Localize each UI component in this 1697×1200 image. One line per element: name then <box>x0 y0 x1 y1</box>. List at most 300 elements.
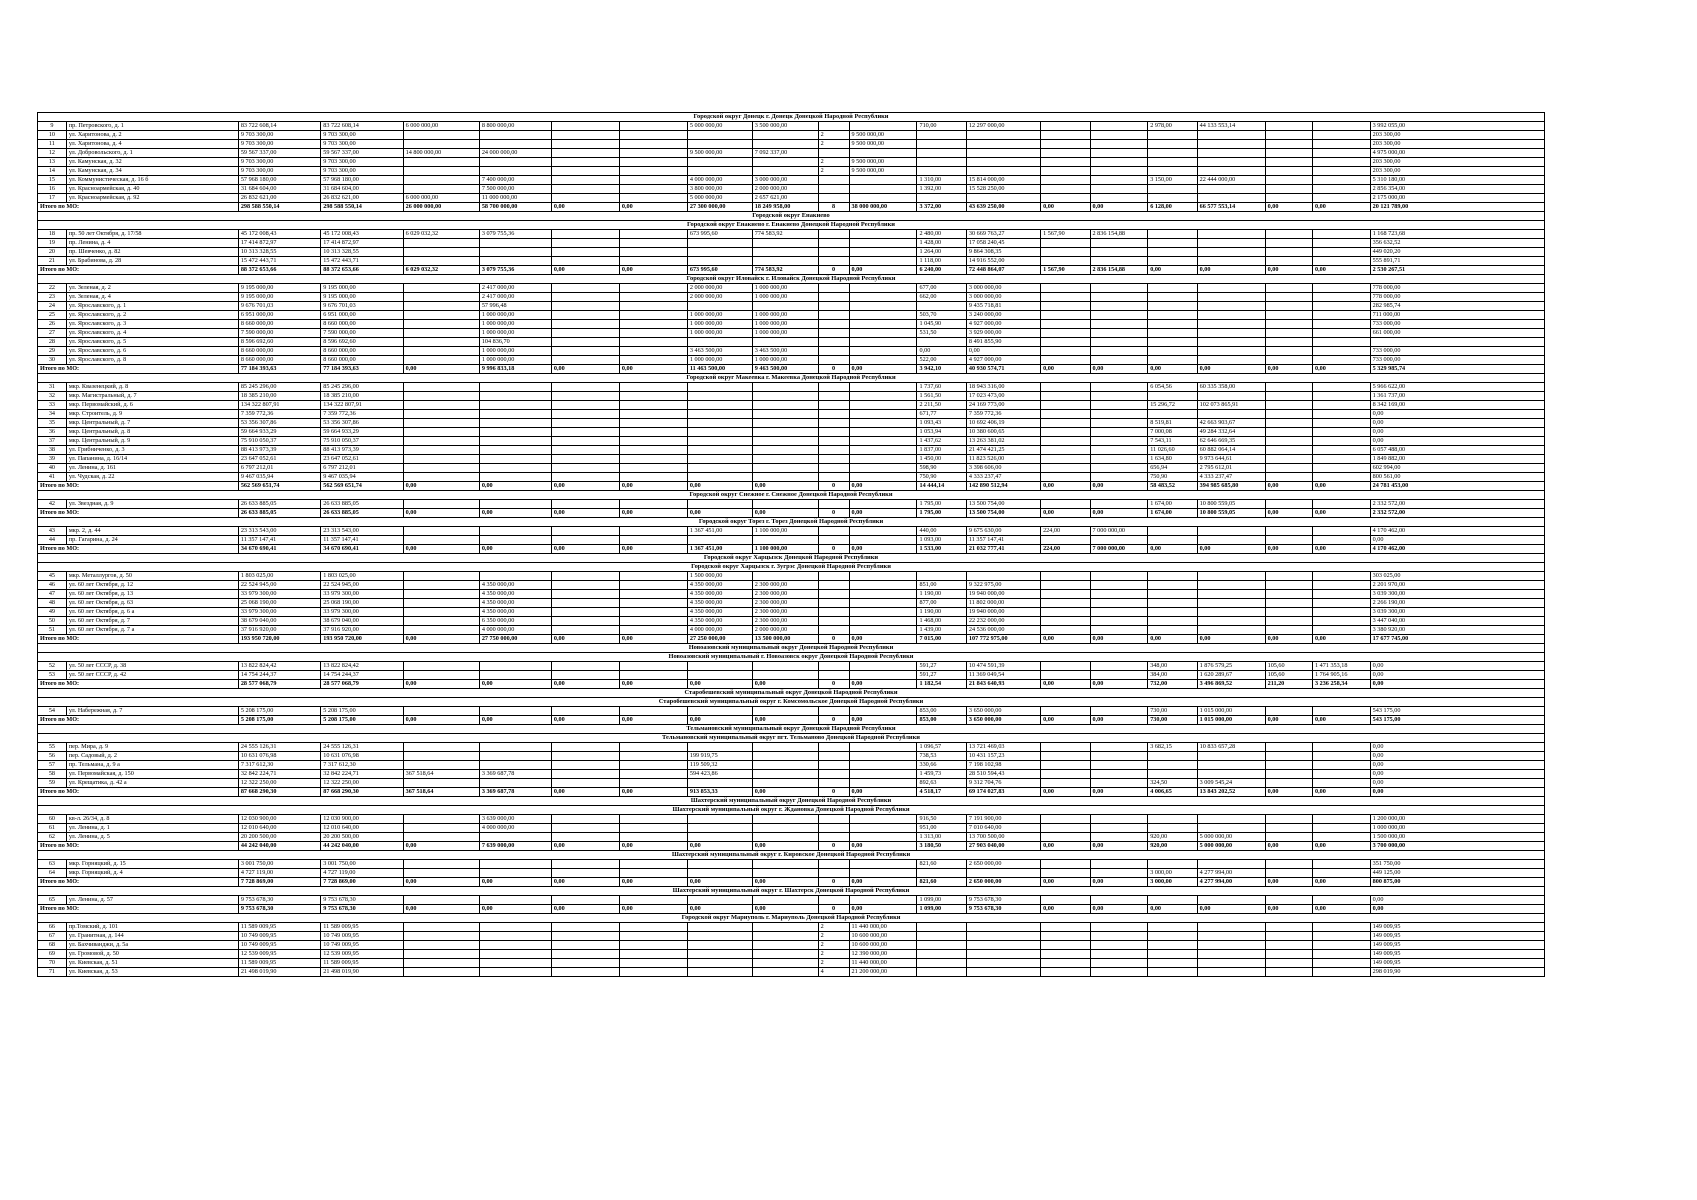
value-cell: 6 951 000,00 <box>321 311 403 320</box>
total-value: 800 875,00 <box>1370 878 1544 887</box>
total-value: 0,00 <box>1312 635 1370 644</box>
value-cell <box>1265 743 1312 752</box>
value-cell <box>551 599 619 608</box>
value-cell <box>1312 752 1370 761</box>
row-number: 64 <box>38 869 67 878</box>
value-cell: 59 567 337,00 <box>321 149 403 158</box>
value-cell: 11 369 049,54 <box>966 671 1040 680</box>
value-cell <box>619 248 687 257</box>
total-value: 0,00 <box>1148 635 1197 644</box>
row-number: 21 <box>38 257 67 266</box>
value-cell <box>849 500 917 509</box>
value-cell <box>1197 149 1265 158</box>
value-cell <box>1090 815 1148 824</box>
value-cell <box>1041 428 1090 437</box>
value-cell: 522,00 <box>917 356 966 365</box>
value-cell <box>479 239 551 248</box>
value-cell: 224,00 <box>1041 527 1090 536</box>
section-header-row <box>38 491 1545 500</box>
value-cell: 730,00 <box>1148 707 1197 716</box>
total-value: 562 569 651,74 <box>238 482 320 491</box>
value-cell <box>849 527 917 536</box>
section-header: Городской округ Иловайск г. Иловайск Донецкой Народной Республики <box>38 275 1545 284</box>
value-cell: 10 692 406,19 <box>966 419 1040 428</box>
value-cell <box>403 347 479 356</box>
total-value: 0,00 <box>1265 365 1312 374</box>
value-cell <box>403 383 479 392</box>
value-cell <box>619 671 687 680</box>
value-cell <box>1041 608 1090 617</box>
value-cell <box>551 419 619 428</box>
value-cell <box>687 869 752 878</box>
value-cell <box>1312 536 1370 545</box>
value-cell: 774 583,92 <box>752 230 818 239</box>
value-cell <box>818 779 849 788</box>
value-cell <box>818 671 849 680</box>
value-cell <box>403 869 479 878</box>
value-cell: 53 356 307,86 <box>321 419 403 428</box>
address-cell: ул. Ярославского, д. 4 <box>66 329 238 338</box>
section-header: Городской округ Торез г. Торез Донецкой Народной Республики <box>38 518 1545 527</box>
table-row <box>38 626 1545 635</box>
value-cell <box>1090 833 1148 842</box>
value-cell <box>1312 455 1370 464</box>
value-cell <box>818 248 849 257</box>
value-cell: 18 943 316,00 <box>966 383 1040 392</box>
value-cell: 24 000 000,00 <box>479 149 551 158</box>
value-cell <box>1090 932 1148 941</box>
address-cell: пер. Мира, д. 9 <box>66 743 238 752</box>
value-cell <box>1312 311 1370 320</box>
value-cell <box>687 455 752 464</box>
table-row <box>38 446 1545 455</box>
total-value: 0,00 <box>849 482 917 491</box>
value-cell: 49 284 332,64 <box>1197 428 1265 437</box>
value-cell: 9 467 035,94 <box>238 473 320 482</box>
value-cell <box>1148 626 1197 635</box>
value-cell <box>1197 581 1265 590</box>
table-row <box>38 140 1545 149</box>
value-cell <box>1090 167 1148 176</box>
value-cell <box>551 743 619 752</box>
value-cell <box>849 338 917 347</box>
value-cell <box>966 158 1040 167</box>
value-cell: 11 357 147,41 <box>238 536 320 545</box>
value-cell <box>551 392 619 401</box>
value-cell <box>687 473 752 482</box>
total-value: 7 728 869,00 <box>238 878 320 887</box>
value-cell: 3 650 000,00 <box>966 707 1040 716</box>
value-cell: 38 679 040,00 <box>321 617 403 626</box>
value-cell <box>818 356 849 365</box>
value-cell <box>1197 284 1265 293</box>
value-cell: 7 590 000,00 <box>238 329 320 338</box>
total-value: 0,00 <box>619 842 687 851</box>
table-row <box>38 167 1545 176</box>
table-row <box>38 464 1545 473</box>
table-row <box>38 572 1545 581</box>
value-cell: 1 099,00 <box>917 896 966 905</box>
value-cell: 1 837,00 <box>917 446 966 455</box>
value-cell <box>1312 131 1370 140</box>
value-cell: 12 010 640,00 <box>321 824 403 833</box>
row-number: 36 <box>38 428 67 437</box>
total-value: 0,00 <box>687 878 752 887</box>
total-value: 394 985 685,80 <box>1197 482 1265 491</box>
total-value: 0,00 <box>752 788 818 797</box>
total-row <box>38 203 1545 212</box>
value-cell <box>1197 302 1265 311</box>
value-cell: 0,00 <box>1370 662 1544 671</box>
value-cell <box>818 608 849 617</box>
value-cell: 6 029 032,32 <box>403 230 479 239</box>
value-cell <box>1041 293 1090 302</box>
value-cell: 5 208 175,00 <box>238 707 320 716</box>
value-cell: 2 000 000,00 <box>752 185 818 194</box>
value-cell <box>687 923 752 932</box>
value-cell <box>1148 185 1197 194</box>
value-cell: 1 500 000,00 <box>687 572 752 581</box>
value-cell: 9 973 644,61 <box>1197 455 1265 464</box>
address-cell: пр. Гагарина, д. 24 <box>66 536 238 545</box>
value-cell <box>479 869 551 878</box>
total-value: 0,00 <box>1041 905 1090 914</box>
value-cell <box>1312 446 1370 455</box>
value-cell <box>818 302 849 311</box>
value-cell: 5 000 000,00 <box>687 194 752 203</box>
address-cell: ул. 60 лет Октября, д. 12 <box>66 581 238 590</box>
value-cell: 531,50 <box>917 329 966 338</box>
value-cell: 4 350 000,00 <box>687 599 752 608</box>
value-cell <box>1148 230 1197 239</box>
value-cell: 7 317 612,30 <box>321 761 403 770</box>
value-cell: 17 414 872,97 <box>321 239 403 248</box>
value-cell <box>752 779 818 788</box>
total-value: 87 668 290,30 <box>238 788 320 797</box>
value-cell: 920,00 <box>1148 833 1197 842</box>
total-value: 0,00 <box>1312 266 1370 275</box>
total-value: 58 700 000,00 <box>479 203 551 212</box>
value-cell <box>551 626 619 635</box>
value-cell: 750,90 <box>1148 473 1197 482</box>
row-number: 11 <box>38 140 67 149</box>
value-cell <box>551 464 619 473</box>
total-value: 0,00 <box>1041 878 1090 887</box>
value-cell: 2 266 190,00 <box>1370 599 1544 608</box>
total-value: 0,00 <box>479 878 551 887</box>
value-cell <box>966 941 1040 950</box>
value-cell: 13 822 824,42 <box>238 662 320 671</box>
address-cell: ул. Папанина, д. 16/14 <box>66 455 238 464</box>
value-cell <box>849 779 917 788</box>
value-cell: 0,00 <box>1370 896 1544 905</box>
value-cell <box>687 419 752 428</box>
total-value: 3 700 000,00 <box>1370 842 1544 851</box>
value-cell <box>1312 410 1370 419</box>
value-cell <box>818 392 849 401</box>
value-cell <box>619 617 687 626</box>
value-cell <box>1041 860 1090 869</box>
value-cell <box>752 572 818 581</box>
value-cell <box>818 383 849 392</box>
value-cell <box>619 158 687 167</box>
value-cell <box>1265 248 1312 257</box>
section-header-row <box>38 734 1545 743</box>
value-cell <box>479 383 551 392</box>
value-cell <box>1148 932 1197 941</box>
value-cell: 9 864 308,35 <box>966 248 1040 257</box>
value-cell <box>403 176 479 185</box>
value-cell: 733 000,00 <box>1370 347 1544 356</box>
total-value: 24 781 453,00 <box>1370 482 1544 491</box>
value-cell <box>818 896 849 905</box>
value-cell: 449 020,20 <box>1370 248 1544 257</box>
value-cell <box>1265 608 1312 617</box>
value-cell <box>619 446 687 455</box>
value-cell: 11 589 009,95 <box>321 959 403 968</box>
address-cell: ул. Громовой, д. 50 <box>66 950 238 959</box>
value-cell: 733 000,00 <box>1370 320 1544 329</box>
value-cell: 104 836,70 <box>479 338 551 347</box>
value-cell: 6 797 212,01 <box>321 464 403 473</box>
value-cell <box>619 257 687 266</box>
value-cell <box>1265 194 1312 203</box>
value-cell <box>752 833 818 842</box>
value-cell <box>1090 455 1148 464</box>
table-row <box>38 932 1545 941</box>
table-row <box>38 356 1545 365</box>
value-cell <box>403 599 479 608</box>
value-cell: 17 414 872,97 <box>238 239 320 248</box>
value-cell <box>479 662 551 671</box>
value-cell <box>1312 770 1370 779</box>
section-header-row <box>38 806 1545 815</box>
value-cell <box>479 527 551 536</box>
value-cell: 11 357 147,41 <box>321 536 403 545</box>
value-cell <box>1265 527 1312 536</box>
total-value: 0 <box>818 266 849 275</box>
value-cell <box>849 176 917 185</box>
value-cell <box>849 311 917 320</box>
value-cell: 1 803 025,00 <box>238 572 320 581</box>
value-cell <box>1265 581 1312 590</box>
total-value: 1 795,00 <box>917 509 966 518</box>
value-cell <box>1312 122 1370 131</box>
value-cell <box>966 194 1040 203</box>
value-cell <box>551 401 619 410</box>
value-cell <box>752 824 818 833</box>
value-cell <box>849 860 917 869</box>
value-cell <box>849 428 917 437</box>
value-cell: 1 000 000,00 <box>752 293 818 302</box>
row-number: 35 <box>38 419 67 428</box>
value-cell <box>1312 392 1370 401</box>
value-cell <box>403 320 479 329</box>
value-cell <box>479 167 551 176</box>
value-cell: 149 009,95 <box>1370 941 1544 950</box>
value-cell <box>403 185 479 194</box>
total-value: 87 668 290,30 <box>321 788 403 797</box>
value-cell <box>1197 968 1265 977</box>
row-number: 57 <box>38 761 67 770</box>
total-value: 0,00 <box>1090 680 1148 689</box>
value-cell <box>818 329 849 338</box>
value-cell: 8 660 000,00 <box>238 347 320 356</box>
address-cell: кв-л. 26/34, д. 8 <box>66 815 238 824</box>
table-row <box>38 860 1545 869</box>
total-value: 27 300 000,00 <box>687 203 752 212</box>
value-cell <box>551 572 619 581</box>
total-value: 0,00 <box>1197 365 1265 374</box>
value-cell <box>1265 122 1312 131</box>
value-cell: 3 001 750,00 <box>321 860 403 869</box>
value-cell <box>687 968 752 977</box>
value-cell <box>1041 536 1090 545</box>
value-cell <box>1041 383 1090 392</box>
value-cell <box>403 959 479 968</box>
value-cell: 9 676 701,03 <box>321 302 403 311</box>
total-value: 58 483,52 <box>1148 482 1197 491</box>
value-cell: 21 498 019,90 <box>321 968 403 977</box>
total-value: 0,00 <box>1370 680 1544 689</box>
total-value: 3 372,00 <box>917 203 966 212</box>
value-cell <box>1090 671 1148 680</box>
value-cell: 9 676 701,03 <box>238 302 320 311</box>
value-cell: 2 650 000,00 <box>966 860 1040 869</box>
value-cell: 7 000 000,00 <box>1090 527 1148 536</box>
value-cell: 57 996,48 <box>479 302 551 311</box>
total-value: 44 242 040,00 <box>321 842 403 851</box>
total-value: 0,00 <box>1090 203 1148 212</box>
total-value: 26 000 000,00 <box>403 203 479 212</box>
value-cell <box>1041 284 1090 293</box>
row-number: 22 <box>38 284 67 293</box>
value-cell <box>1090 608 1148 617</box>
value-cell: 916,50 <box>917 815 966 824</box>
section-header-row <box>38 653 1545 662</box>
row-number: 9 <box>38 122 67 131</box>
value-cell <box>1041 590 1090 599</box>
value-cell: 23 647 052,61 <box>321 455 403 464</box>
value-cell: 0,00 <box>1370 779 1544 788</box>
value-cell: 8 491 855,90 <box>966 338 1040 347</box>
value-cell <box>551 356 619 365</box>
total-value: 0,00 <box>551 509 619 518</box>
address-cell: ул. Камунская, д. 34 <box>66 167 238 176</box>
value-cell <box>551 194 619 203</box>
total-label: Итого по МО: <box>38 203 239 212</box>
value-cell <box>1265 572 1312 581</box>
table-row <box>38 419 1545 428</box>
value-cell <box>1265 302 1312 311</box>
value-cell <box>619 194 687 203</box>
total-value: 543 175,00 <box>1370 716 1544 725</box>
value-cell <box>1265 959 1312 968</box>
table-row <box>38 473 1545 482</box>
value-cell <box>403 392 479 401</box>
table-row <box>38 428 1545 437</box>
table-row <box>38 311 1545 320</box>
value-cell: 25 068 190,00 <box>238 599 320 608</box>
value-cell <box>849 896 917 905</box>
total-value: 853,00 <box>917 716 966 725</box>
value-cell <box>551 320 619 329</box>
total-value: 27 903 040,00 <box>966 842 1040 851</box>
total-value: 0,00 <box>551 716 619 725</box>
table-row <box>38 590 1545 599</box>
total-value: 0,00 <box>687 905 752 914</box>
value-cell: 203 300,00 <box>1370 131 1544 140</box>
value-cell <box>1197 185 1265 194</box>
address-cell: ул. Камунская, д. 32 <box>66 158 238 167</box>
value-cell <box>551 500 619 509</box>
value-cell <box>1041 950 1090 959</box>
value-cell: 3 000 000,00 <box>752 176 818 185</box>
value-cell <box>1197 311 1265 320</box>
value-cell: 2 201 970,00 <box>1370 581 1544 590</box>
value-cell <box>1312 950 1370 959</box>
value-cell <box>619 176 687 185</box>
value-cell <box>403 257 479 266</box>
total-value: 0,00 <box>1312 878 1370 887</box>
section-header-row <box>38 221 1545 230</box>
value-cell: 11 823 526,00 <box>966 455 1040 464</box>
value-cell <box>966 572 1040 581</box>
value-cell: 9 312 704,76 <box>966 779 1040 788</box>
value-cell <box>687 536 752 545</box>
total-value: 193 950 720,00 <box>321 635 403 644</box>
address-cell: мкр. Центральный, д. 9 <box>66 437 238 446</box>
value-cell <box>752 752 818 761</box>
value-cell: 543 175,00 <box>1370 707 1544 716</box>
total-label: Итого по МО: <box>38 635 239 644</box>
value-cell <box>917 950 966 959</box>
value-cell: 33 979 300,00 <box>238 608 320 617</box>
value-cell <box>551 167 619 176</box>
total-value: 0,00 <box>849 365 917 374</box>
row-number: 66 <box>38 923 67 932</box>
total-value: 88 372 653,66 <box>238 266 320 275</box>
value-cell: 1 000 000,00 <box>752 329 818 338</box>
value-cell <box>1041 167 1090 176</box>
value-cell <box>849 320 917 329</box>
value-cell <box>1265 815 1312 824</box>
value-cell <box>849 590 917 599</box>
total-row <box>38 509 1545 518</box>
value-cell <box>619 401 687 410</box>
value-cell <box>1090 419 1148 428</box>
total-value: 7 000 000,00 <box>1090 545 1148 554</box>
value-cell <box>1265 707 1312 716</box>
value-cell <box>849 455 917 464</box>
row-number: 53 <box>38 671 67 680</box>
value-cell <box>849 608 917 617</box>
value-cell <box>403 473 479 482</box>
value-cell <box>479 941 551 950</box>
section-header-row <box>38 554 1545 563</box>
value-cell: 45 172 008,43 <box>321 230 403 239</box>
value-cell <box>479 410 551 419</box>
value-cell: 3 000,00 <box>1148 869 1197 878</box>
value-cell <box>849 707 917 716</box>
address-cell: пер. Садовый, д. 2 <box>66 752 238 761</box>
value-cell: 656,94 <box>1148 464 1197 473</box>
value-cell: 4 727 119,00 <box>321 869 403 878</box>
total-value: 0,00 <box>1265 788 1312 797</box>
value-cell: 1 000 000,00 <box>1370 824 1544 833</box>
total-value: 0,00 <box>1312 545 1370 554</box>
value-cell <box>687 401 752 410</box>
